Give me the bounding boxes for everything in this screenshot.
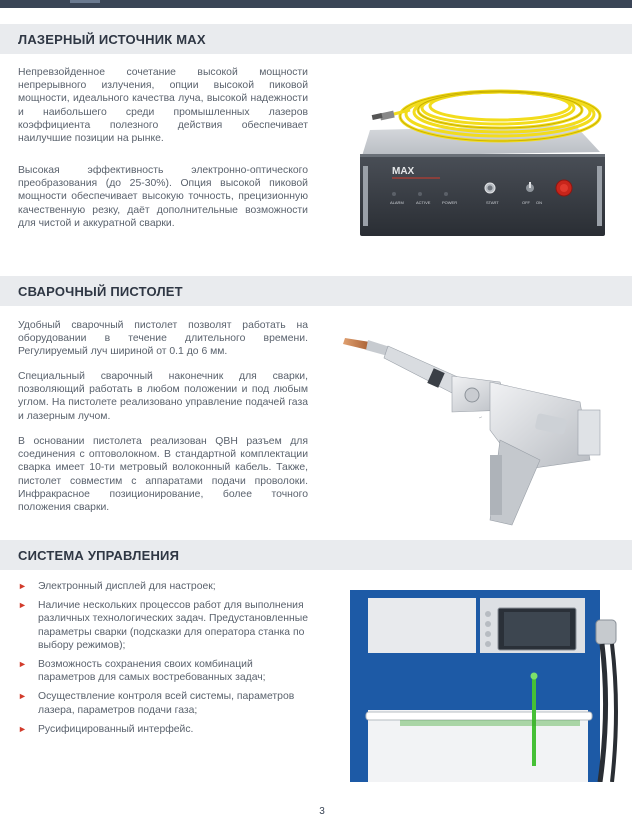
bullet-marker: ► [18, 581, 27, 591]
list-item: ► Электронный дисплей для настроек; [18, 581, 216, 592]
control-system-image [350, 590, 620, 782]
section-title-control: СИСТЕМА УПРАВЛЕНИЯ [18, 548, 180, 563]
section-header-laser [0, 24, 632, 54]
gun-paragraph-2: Специальный сварочный наконечник для сварки, позволяющий работать в любом положении и под любым углом. На пистолете реализовано управление подачей газа и лазерным лучом. [18, 371, 308, 422]
bullet-marker: ► [18, 723, 27, 734]
page-number: 3 [319, 806, 325, 817]
section-title-laser: ЛАЗЕРНЫЙ ИСТОЧНИК MAX [18, 32, 206, 47]
laser-paragraph-1: Непревзойденное сочетание высокой мощности непрерывного излучения, опции высокой пиковой мощности, идеального качества луча, высокой надежности и наибольшего среди промышленных лазеров коэффициента полезного действия обеспечивает наилучшие позиции на рынке. [18, 67, 308, 145]
top-bar [0, 0, 632, 8]
panel-label-start: START [486, 200, 499, 205]
bullet-marker: ► [18, 659, 27, 670]
gun-paragraph-1: Удобный сварочный пистолет позволят работать на оборудовании в течение длительного времени. Регулируемый луч шириной от 0.1 до 6 мм. [18, 320, 308, 358]
welding-gun-image [340, 320, 610, 530]
laser-brand-label: MAX [392, 166, 415, 177]
list-item: ► Русифицированный интерфейс. [18, 723, 194, 735]
laser-source-image [350, 70, 620, 250]
list-item: ► Наличие нескольких процессов работ для выполнения различных технологических задач. Предустановленные параметры сварки (подсказки для оператора станка по выбору режимов); [18, 600, 308, 651]
bullet-marker: ► [18, 600, 27, 611]
panel-label-off: OFF [522, 200, 530, 205]
laser-paragraph-2: Высокая эффективность электронно-оптического преобразования (до 25-30%). Опция высокой пиковой мощности обеспечивает высокую точность, прецизионную качественную резку, даёт дополнительные возможности для чистой и аккуратной сварки. [18, 165, 308, 229]
bullet-marker: ► [18, 691, 27, 702]
list-item: ► Возможность сохранения своих комбинаций параметров для самых востребованных задач; [18, 659, 266, 684]
section-header-gun [0, 276, 632, 306]
gun-paragraph-3: В основании пистолета реализован QBH разъем для соединения с оптоволокном. В стандартной комплектации сварка имеет 10-ти метровый волоконный кабель. Также, пистолет совместим с аппаратами подачи проволоки. Инфракрасное позиционирование, более точного положения сварки. [18, 436, 308, 514]
panel-label-on: ON [536, 200, 542, 205]
svg-text:~: ~ [478, 414, 485, 422]
top-bar-accent [70, 0, 100, 3]
list-item: ► Осуществление контроля всей системы, параметров лазера, параметров подачи газа; [18, 691, 295, 716]
control-features-list [18, 580, 310, 742]
section-header-control [0, 540, 632, 570]
panel-label-alarm: ALARM [390, 200, 404, 205]
panel-label-active: ACTIVE [416, 200, 431, 205]
panel-label-power: POWER [442, 200, 458, 205]
section-title-gun: СВАРОЧНЫЙ ПИСТОЛЕТ [18, 284, 183, 299]
